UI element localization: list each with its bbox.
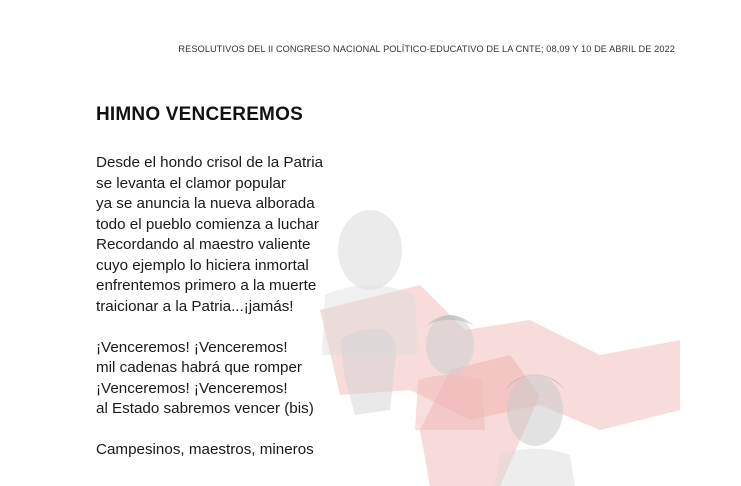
lyric-line: traicionar a la Patria...¡jamás! <box>96 297 294 315</box>
stanza-1 <box>96 153 396 317</box>
lyric-line: Desde el hondo crisol de la Patria <box>96 154 324 171</box>
lyric-line: se levanta el clamor popular <box>96 174 286 192</box>
lyric-line: cuyo ejemplo lo hiciera inmortal <box>96 256 309 274</box>
lyric-line: ya se anuncia la nueva alborada <box>96 195 315 212</box>
stanza-chorus <box>96 338 396 420</box>
running-header: RESOLUTIVOS DEL II CONGRESO NACIONAL POLÍTICO-EDUCATIVO DE LA CNTE; 08,09 Y 10 DE ABRIL DE 2022 <box>178 44 675 54</box>
hymn-lyrics <box>96 153 396 481</box>
lyric-line: Recordando al maestro valiente <box>96 236 311 253</box>
lyric-line: mil cadenas habrá que romper <box>96 359 302 376</box>
lyric-line: enfrentemos primero a la muerte <box>96 277 317 294</box>
hymn-title: HIMNO VENCEREMOS <box>96 104 303 125</box>
stanza-3 <box>96 440 396 461</box>
lyric-line: ¡Venceremos! ¡Venceremos! <box>96 379 288 397</box>
lyric-line: ¡Venceremos! ¡Venceremos! <box>96 338 288 356</box>
lyric-line: todo el pueblo comienza a luchar <box>96 215 319 233</box>
lyric-line: al Estado sabremos vencer (bis) <box>96 400 314 417</box>
lyric-line: Campesinos, maestros, mineros <box>96 441 314 458</box>
